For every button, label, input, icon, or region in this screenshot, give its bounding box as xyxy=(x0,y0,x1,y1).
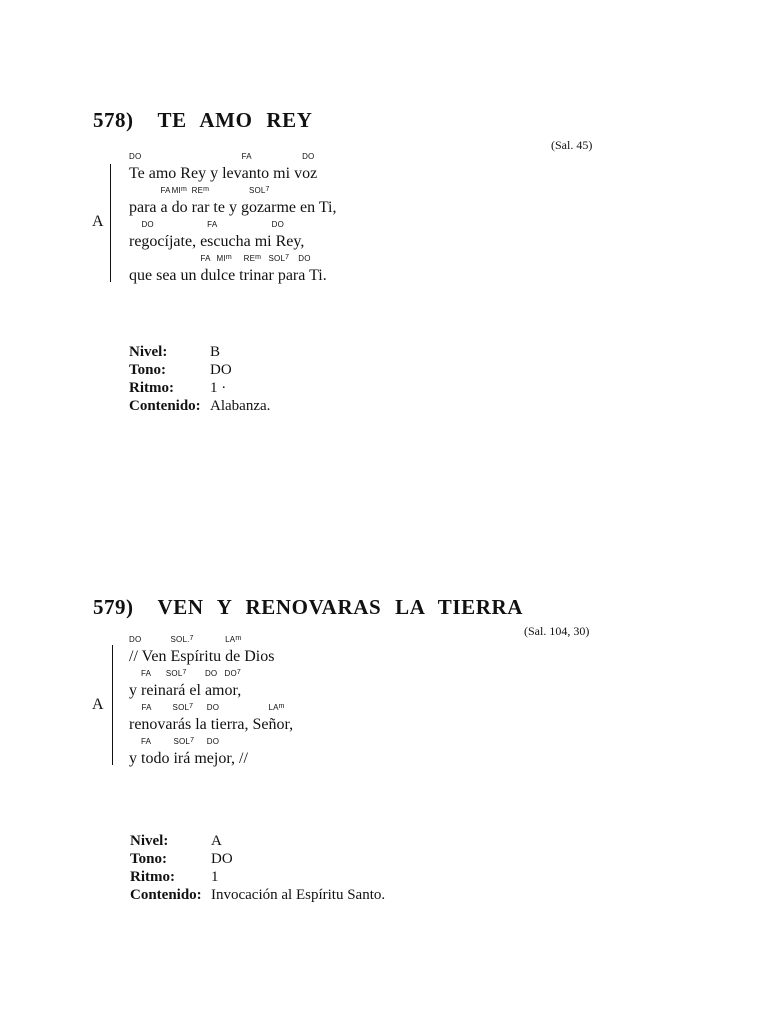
song-title: TE AMO REY xyxy=(157,108,313,132)
chord-label xyxy=(141,669,151,678)
song-number: 578) xyxy=(93,108,134,132)
chord-name: DO xyxy=(129,635,142,644)
info-value: Alabanza. xyxy=(210,398,271,414)
song-title: VEN Y RENOVARAS LA TIERRA xyxy=(157,595,524,619)
lyric-text: renovarás la tierra, Señor, xyxy=(129,716,294,733)
info-label: Nivel: xyxy=(129,344,168,360)
chord-modifier: m xyxy=(235,635,242,642)
chord-name: SOL xyxy=(268,254,286,263)
chord-label xyxy=(272,220,284,229)
lyric-text: para a do rar te y gozarme en Ti, xyxy=(129,199,337,216)
chord-label xyxy=(268,703,284,712)
lyric-text: y reinará el amor, xyxy=(129,682,242,699)
chord-modifier: m xyxy=(255,254,262,261)
chord-name: FA xyxy=(160,186,171,195)
chord-name: RE xyxy=(191,186,204,195)
chord-modifier: m xyxy=(180,186,187,193)
section-bracket xyxy=(112,645,113,765)
info-label: Contenido: xyxy=(129,398,201,414)
song-578 xyxy=(0,108,768,508)
chord-name: SOL xyxy=(165,669,183,678)
chord-name: DO xyxy=(204,669,218,678)
info-value: A xyxy=(211,833,222,849)
chord-name: LA xyxy=(225,635,236,644)
chord-label xyxy=(173,737,194,746)
chord-name: FA xyxy=(141,669,152,678)
chord-label xyxy=(205,669,217,678)
chord-name: DO xyxy=(206,737,220,746)
chord-label xyxy=(129,635,141,644)
info-label: Ritmo: xyxy=(129,380,174,396)
chord-label xyxy=(172,186,187,195)
chord-name: DO xyxy=(302,152,315,161)
chord-modifier: 7 xyxy=(285,254,290,261)
bible-reference: (Sal. 104, 30) xyxy=(524,624,590,638)
chord-label xyxy=(170,635,193,644)
info-value: DO xyxy=(210,362,232,378)
chord-name: RE xyxy=(243,254,256,263)
chord-name: FA xyxy=(207,220,218,229)
chord-name: DO xyxy=(224,669,237,678)
chord-label xyxy=(217,254,232,263)
chord-modifier: 7 xyxy=(182,669,187,676)
chord-modifier: 7 xyxy=(189,635,194,642)
chord-label xyxy=(192,186,210,195)
chord-modifier: 7 xyxy=(189,703,194,710)
chord-name: SOL xyxy=(172,703,190,712)
chord-name: DO xyxy=(271,220,284,229)
info-value: 1 · xyxy=(210,380,227,396)
info-label: Tono: xyxy=(130,851,167,867)
chord-label xyxy=(129,152,141,161)
section-letter: A xyxy=(92,696,104,713)
chord-label xyxy=(201,254,211,263)
chord-label xyxy=(269,254,290,263)
chord-name: SOL xyxy=(248,186,266,195)
info-label: Nivel: xyxy=(130,833,169,849)
lyric-text: y todo irá mejor, // xyxy=(129,750,248,767)
section-bracket xyxy=(110,164,111,282)
song-579 xyxy=(0,595,768,995)
chord-label xyxy=(141,737,151,746)
chord-name: FA xyxy=(141,703,152,712)
chord-label xyxy=(244,254,262,263)
chord-label xyxy=(225,635,241,644)
info-label: Tono: xyxy=(129,362,166,378)
chord-modifier: 7 xyxy=(190,737,195,744)
chord-name: DO xyxy=(141,220,154,229)
chord-modifier: m xyxy=(203,186,210,193)
bible-reference: (Sal. 45) xyxy=(551,138,593,152)
chord-name: MI xyxy=(216,254,226,263)
chord-label xyxy=(166,669,187,678)
song-heading xyxy=(93,108,313,133)
info-label: Contenido: xyxy=(130,887,202,903)
chord-label xyxy=(298,254,310,263)
chord-name: SOL. xyxy=(170,635,190,644)
chord-label xyxy=(302,152,314,161)
info-value: B xyxy=(210,344,221,360)
song-number: 579) xyxy=(93,595,134,619)
chord-modifier: 7 xyxy=(265,186,270,193)
chord-label xyxy=(207,703,219,712)
lyric-text: // Ven Espíritu de Dios xyxy=(129,648,275,665)
song-heading xyxy=(93,595,523,620)
chord-name: DO xyxy=(129,152,142,161)
chord-modifier: m xyxy=(278,703,285,710)
chord-label xyxy=(141,703,151,712)
chord-label xyxy=(141,220,153,229)
chord-name: LA xyxy=(268,703,279,712)
info-value: DO xyxy=(211,851,233,867)
lyric-text: regocíjate, escucha mi Rey, xyxy=(129,233,305,250)
chord-modifier: m xyxy=(225,254,232,261)
section-letter: A xyxy=(92,213,104,230)
chord-label xyxy=(225,669,242,678)
chord-name: FA xyxy=(141,737,152,746)
info-value: 1 xyxy=(211,869,219,885)
chord-name: FA xyxy=(200,254,211,263)
chord-name: MI xyxy=(171,186,181,195)
chord-label xyxy=(249,186,270,195)
lyric-text: que sea un dulce trinar para Ti. xyxy=(129,267,327,284)
chord-label xyxy=(207,220,217,229)
chord-label xyxy=(161,186,171,195)
lyric-text: Te amo Rey y levanto mi voz xyxy=(129,165,318,182)
chord-modifier: 7 xyxy=(236,669,241,676)
chord-label xyxy=(207,737,219,746)
info-value: Invocación al Espíritu Santo. xyxy=(211,887,386,903)
chord-name: DO xyxy=(298,254,311,263)
info-label: Ritmo: xyxy=(130,869,175,885)
chord-name: DO xyxy=(206,703,220,712)
chord-name: FA xyxy=(241,152,252,161)
chord-label xyxy=(173,703,194,712)
chord-name: SOL xyxy=(173,737,191,746)
chord-label xyxy=(242,152,252,161)
